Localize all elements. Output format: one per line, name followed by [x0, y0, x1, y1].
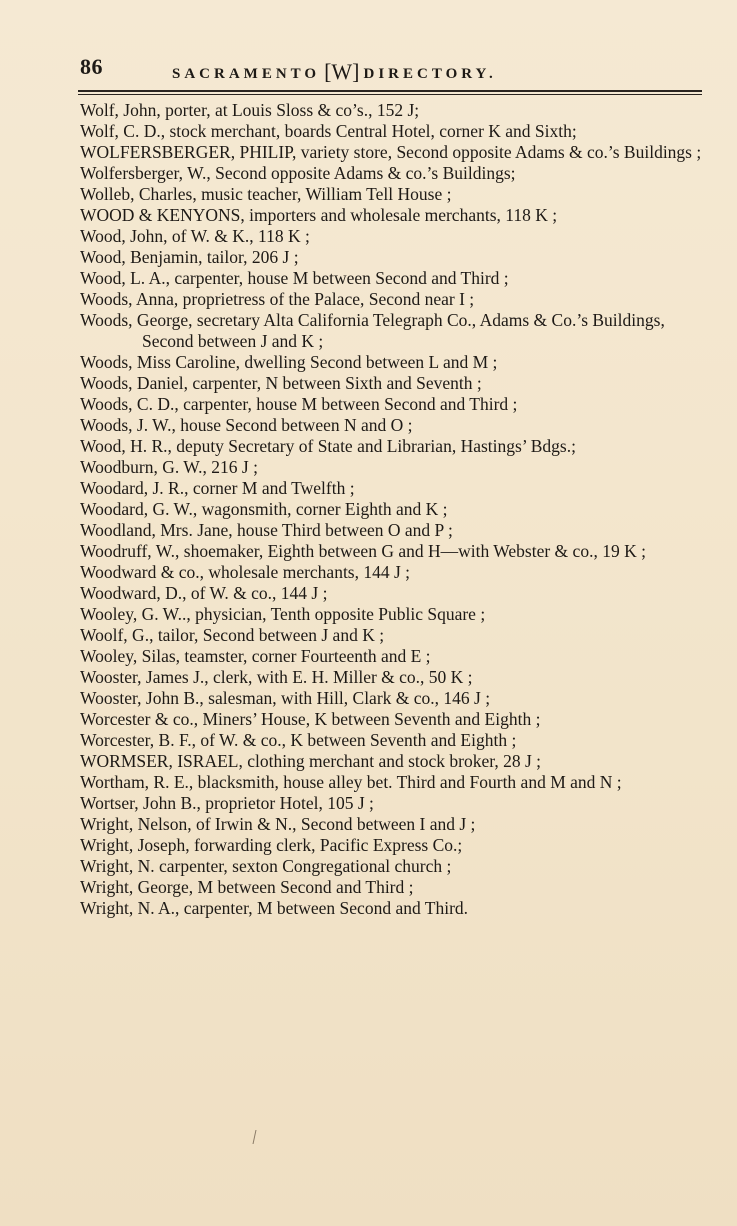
directory-entry: Woods, George, secretary Alta California Telegraph Co., Adams & Co.’s Buildings, Second between J and K ;	[80, 310, 665, 351]
directory-entry: Woodard, G. W., wagonsmith, corner Eighth and K ;	[80, 499, 448, 519]
directory-entry: Wright, George, M between Second and Third ;	[80, 877, 414, 897]
running-head-right: DIRECTORY.	[363, 66, 497, 82]
directory-entry: Wright, Nelson, of Irwin & N., Second between I and J ;	[80, 814, 476, 834]
directory-entry: Wooley, Silas, teamster, corner Fourteenth and E ;	[80, 646, 431, 666]
directory-entry: Worcester & co., Miners’ House, K between Seventh and Eighth ;	[80, 709, 541, 729]
directory-entry: WORMSER, ISRAEL, clothing merchant and stock broker, 28 J ;	[80, 751, 542, 771]
directory-entry: Wright, Joseph, forwarding clerk, Pacific Express Co.;	[80, 835, 463, 855]
directory-entry: Wolf, C. D., stock merchant, boards Central Hotel, corner K and Sixth;	[80, 121, 577, 141]
running-head	[172, 58, 497, 84]
page-number: 86	[80, 54, 103, 79]
directory-entry: Woods, J. W., house Second between N and O ;	[80, 415, 413, 435]
directory-entry: Wood, L. A., carpenter, house M between Second and Third ;	[80, 268, 509, 288]
header-rule	[78, 90, 702, 92]
directory-entry: Woodburn, G. W., 216 J ;	[80, 457, 258, 477]
directory-entry: Woodruff, W., shoemaker, Eighth between G and H—with Webster & co., 19 K ;	[80, 541, 646, 561]
directory-entry: WOOD & KENYONS, importers and wholesale merchants, 118 K ;	[80, 205, 558, 225]
header-rule-thin	[78, 94, 702, 95]
directory-entry: Woods, C. D., carpenter, house M between Second and Third ;	[80, 394, 518, 414]
directory-entry: Wood, John, of W. & K., 118 K ;	[80, 226, 310, 246]
directory-entry: Woods, Miss Caroline, dwelling Second between L and M ;	[80, 352, 498, 372]
directory-entry: Wolf, John, porter, at Louis Sloss & co’s., 152 J;	[80, 100, 420, 120]
directory-entry: Woods, Anna, proprietress of the Palace, Second near I ;	[80, 289, 475, 309]
directory-entry: WOLFERSBERGER, PHILIP, variety store, Second opposite Adams & co.’s Buildings ;	[80, 142, 702, 162]
directory-entry: Woods, Daniel, carpenter, N between Sixth and Seventh ;	[80, 373, 482, 393]
directory-entry: Woodward, D., of W. & co., 144 J ;	[80, 583, 328, 603]
running-head-letter: [W]	[324, 59, 360, 84]
directory-entry: Wooster, John B., salesman, with Hill, Clark & co., 146 J ;	[80, 688, 491, 708]
directory-entry: Wolleb, Charles, music teacher, William Tell House ;	[80, 184, 452, 204]
directory-entry: Wright, N. A., carpenter, M between Second and Third.	[80, 898, 469, 918]
directory-entry: Wood, Benjamin, tailor, 206 J ;	[80, 247, 299, 267]
directory-entry: Woodland, Mrs. Jane, house Third between O and P ;	[80, 520, 453, 540]
directory-entry: Wood, H. R., deputy Secretary of State and Librarian, Hastings’ Bdgs.;	[80, 436, 576, 456]
directory-entry: Woodward & co., wholesale merchants, 144 J ;	[80, 562, 411, 582]
directory-entry: Woolf, G., tailor, Second between J and K ;	[80, 625, 385, 645]
directory-entry: Wright, N. carpenter, sexton Congregational church ;	[80, 856, 452, 876]
directory-entry: Wortham, R. E., blacksmith, house alley bet. Third and Fourth and M and N ;	[80, 772, 622, 792]
running-head-left: SACRAMENTO	[172, 66, 321, 82]
directory-entry: Wooster, James J., clerk, with E. H. Miller & co., 50 K ;	[80, 667, 473, 687]
directory-entry: Woodard, J. R., corner M and Twelfth ;	[80, 478, 355, 498]
directory-entry: Worcester, B. F., of W. & co., K between Seventh and Eighth ;	[80, 730, 517, 750]
directory-entries	[80, 100, 710, 919]
stray-ink-mark	[253, 1130, 260, 1144]
directory-entry: Wolfersberger, W., Second opposite Adams & co.’s Buildings;	[80, 163, 516, 183]
page-header	[76, 52, 704, 86]
directory-entry: Wortser, John B., proprietor Hotel, 105 J ;	[80, 793, 374, 813]
directory-entry: Wooley, G. W.., physician, Tenth opposite Public Square ;	[80, 604, 486, 624]
